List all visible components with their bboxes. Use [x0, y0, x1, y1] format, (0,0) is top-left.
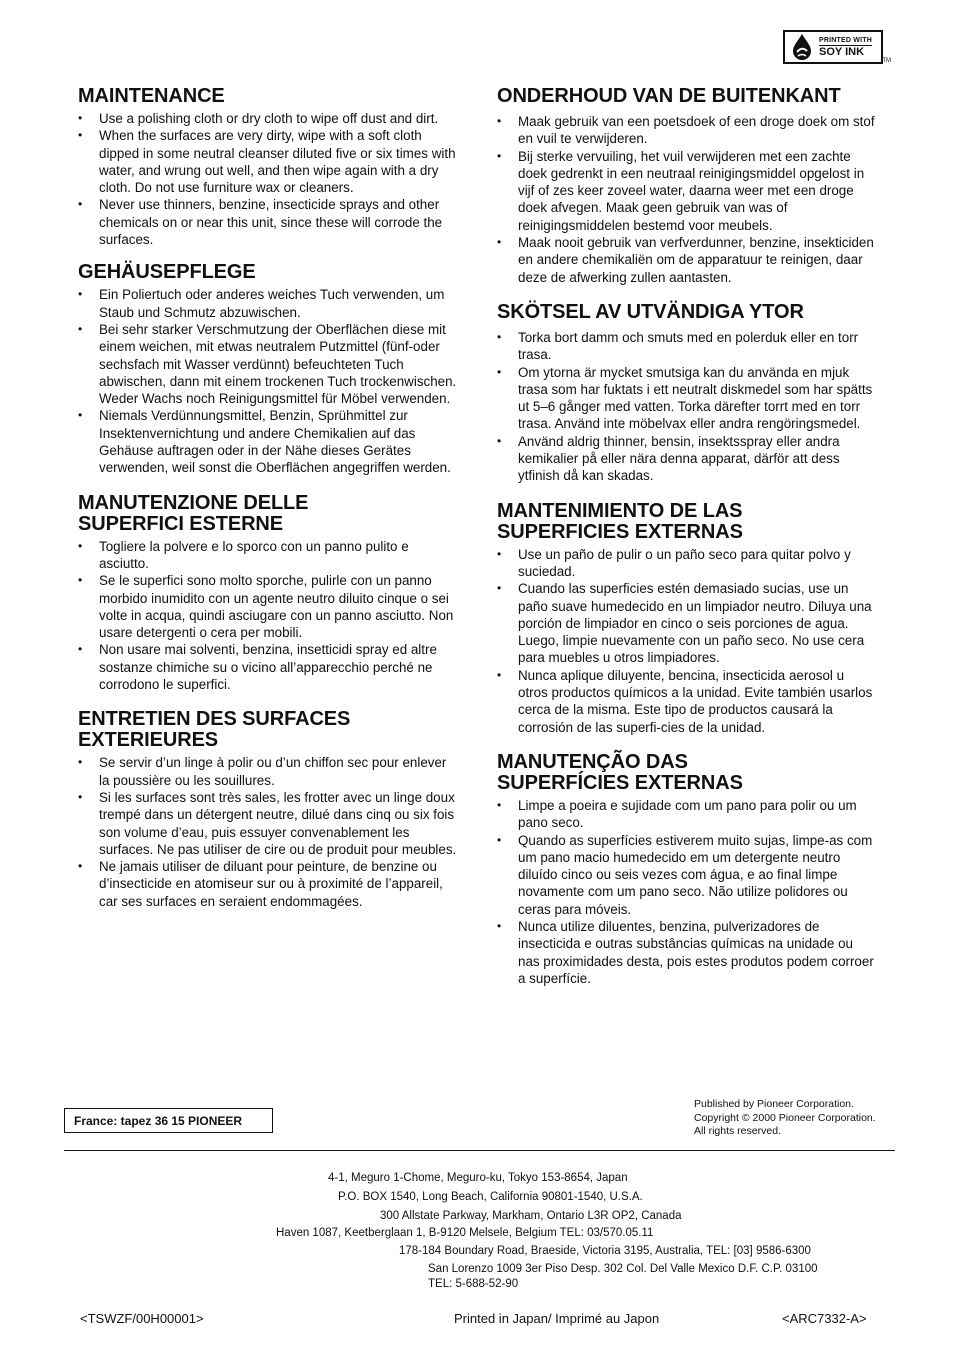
list-item: • Använd aldrig thinner, bensin, insektsspray eller andra kemikalier på eller nära denna apparat, därför att dess ytfinish då kan skadas.: [497, 433, 877, 485]
section-maintenance: [78, 86, 458, 248]
bullet-list: [497, 797, 877, 987]
section-title: MAINTENANCE: [78, 85, 225, 107]
section-title: ENTRETIEN DES SURFACES EXTERIEURES: [78, 708, 351, 752]
rights-line: All rights reserved.: [694, 1125, 781, 1137]
bullet-list: [497, 113, 877, 286]
soy-drop-icon: [787, 32, 817, 62]
logo-line2: SOY INK: [819, 45, 872, 58]
publisher-line: Published by Pioneer Corporation.: [694, 1098, 854, 1110]
footer-code-right: <ARC7332-A>: [782, 1311, 867, 1326]
list-item: • Bij sterke vervuiling, het vuil verwijderen met een zachte doek gedrenkt in een neutraal reinigingsmiddel opgelost in vijf of zes keer zoveel water, daarna weer met een droge doek afvegen. Maak geen gebruik van was of reinigingsmiddelen bestemd voor meubels.: [497, 148, 877, 234]
section-onderhoud: [497, 86, 877, 286]
bullet-list: [78, 754, 458, 910]
address-australia: 178-184 Boundary Road, Braeside, Victoria 3195, Australia, TEL: [03] 9586-6300: [399, 1245, 811, 1257]
section-title: MANTENIMIENTO DE LAS SUPERFICIES EXTERNAS: [497, 499, 743, 543]
bullet-list: [497, 329, 877, 485]
list-item: • Maak nooit gebruik van verfverdunner, benzine, insekticiden en andere chemikaliën om de apparatuur te reinigen, daar deze de afwerking zullen aantasten.: [497, 234, 877, 286]
section-title: SKÖTSEL AV UTVÄNDIGA YTOR: [497, 300, 804, 323]
section-title: MANUTENZIONE DELLE SUPERFICI ESTERNE: [78, 491, 309, 535]
list-item: • Niemals Verdünnungsmittel, Benzin, Sprühmittel zur Insektenvernichtung und andere Chemikalien auf das Gehäuse auftragen oder in der Nähe dieses Gerätes verwenden, weil sonst die Oberflächen angegriffen werden.: [78, 407, 458, 476]
address-canada: 300 Allstate Parkway, Markham, Ontario L3R OP2, Canada: [380, 1210, 682, 1222]
list-item: • When the surfaces are very dirty, wipe with a soft cloth dipped in some neutral cleanser diluted five or six times with water, and wrung out well, and then wipe again with a dry cloth. Do not use furniture wax or cleaners.: [78, 127, 458, 196]
bullet-list: [78, 110, 458, 248]
list-item: • Bei sehr starker Verschmutzung der Oberflächen diese mit einem weichen, mit etwas neutralem Putzmittel (fünf-oder sechsfach mit Wasser verdünnt) befeuchteten Tuch abwischen, dann mit einem trockenen Tuch trockenwischen. Weder Wachs noch Reinigungsmittel für Möbel verwenden.: [78, 321, 458, 407]
list-item: • Limpe a poeira e sujidade com um pano para polir ou um pano seco.: [497, 797, 877, 832]
section-manutenzione: [78, 493, 458, 694]
list-item: • Nunca utilize diluentes, benzina, pulverizadores de insecticida e outras substâncias químicas na unidade ou nas proximidades desta, pois estes produtos podem corroer a superfície.: [497, 918, 877, 987]
right-column: [497, 86, 877, 1003]
address-usa: P.O. BOX 1540, Long Beach, California 90801-1540, U.S.A.: [338, 1191, 643, 1203]
divider: [64, 1150, 895, 1151]
list-item: • Om ytorna är mycket smutsiga kan du använda en mjuk trasa som har fuktats i ett neutralt diskmedel som har spätts ut 5–6 gånger med vatten. Torka därefter torrt med en torr trasa. Använd inte möbelvax eller andra rengöringsmedel.: [497, 364, 877, 433]
bullet-list: [497, 546, 877, 736]
france-minitel-box: France: tapez 36 15 PIONEER: [64, 1108, 273, 1133]
address-mexico: San Lorenzo 1009 3er Piso Desp. 302 Col. Del Valle Mexico D.F. C.P. 03100: [428, 1263, 818, 1275]
section-mantenimiento: [497, 501, 877, 736]
list-item: • Never use thinners, benzine, insecticide sprays and other chemicals on or near this unit, since these will corrode the surfaces.: [78, 196, 458, 248]
left-column: [78, 86, 458, 926]
address-mexico-tel: TEL: 5-688-52-90: [428, 1278, 519, 1290]
list-item: • Ein Poliertuch oder anderes weiches Tuch verwenden, um Staub und Schmutz abzuwischen.: [78, 286, 458, 321]
list-item: • Nunca aplique diluyente, bencina, insecticida aerosol u otros productos químicos a la unidad. Evite también usarlos cerca de la misma. Este tipo de productos causará la corrosión de las superfi-cies de la unidad.: [497, 667, 877, 736]
section-skotsel: [497, 302, 877, 485]
list-item: • Se servir d’un linge à polir ou d’un chiffon sec pour enlever la poussière ou les souillures.: [78, 754, 458, 789]
footer-code-left: <TSWZF/00H00001>: [80, 1311, 204, 1326]
list-item: • Torka bort damm och smuts med en polerduk eller en torr trasa.: [497, 329, 877, 364]
section-manutencao: [497, 752, 877, 987]
list-item: • Togliere la polvere e lo sporco con un panno pulito e asciutto.: [78, 538, 458, 573]
section-title: MANUTENÇÃO DAS SUPERFÍCIES EXTERNAS: [497, 750, 743, 794]
section-entretien: [78, 709, 458, 910]
section-gehaeusepflege: [78, 262, 458, 476]
copyright-line: Copyright © 2000 Pioneer Corporation.: [694, 1111, 876, 1124]
list-item: • Si les surfaces sont très sales, les frotter avec un linge doux trempé dans un détergent neutre, dilué dans cinq ou six fois son volume d’eau, puis essuyer convenablement les surfaces. Ne pas utiliser de cire ou de produit pour meubles.: [78, 789, 458, 858]
bullet-list: [78, 286, 458, 476]
list-item: • Non usare mai solventi, benzina, insetticidi spray ed altre sostanze chimiche su o vicino all’apparecchio perché ne corrodono le superfici.: [78, 641, 458, 693]
list-item: • Maak gebruik van een poetsdoek of een droge doek om stof en vuil te verwijderen.: [497, 113, 877, 148]
address-japan: 4-1, Meguro 1-Chome, Meguro-ku, Tokyo 153-8654, Japan: [328, 1172, 628, 1184]
list-item: • Use a polishing cloth or dry cloth to wipe off dust and dirt.: [78, 110, 458, 127]
bullet-list: [78, 538, 458, 694]
list-item: • Quando as superfícies estiverem muito sujas, limpe-as com um pano macio humedecido em um detergente neutro diluído cinco ou seis vezes com água, e ao final limpe novamente com um pano seco. Não utilize polidores ou ceras para móveis.: [497, 832, 877, 918]
footer-printed: Printed in Japan/ Imprimé au Japon: [454, 1311, 660, 1326]
section-title: ONDERHOUD VAN DE BUITENKANT: [497, 85, 841, 107]
list-item: • Ne jamais utiliser de diluant pour peinture, de benzine ou d’insecticide en atomiseur sur ou à proximité de l’appareil, car ses surfaces en seraient endommagées.: [78, 858, 458, 910]
section-title: GEHÄUSEPFLEGE: [78, 261, 256, 284]
publisher-info: [694, 1098, 876, 1139]
logo-trademark: TM: [882, 58, 891, 64]
list-item: • Se le superfici sono molto sporche, pulirle con un panno morbido inumidito con un agente neutro diluito cinque o sei volte in acqua, quindi asciugare con un panno asciutto. Non usare detergenti o cera per mobili.: [78, 572, 458, 641]
list-item: • Use un paño de pulir o un paño seco para quitar polvo y suciedad.: [497, 546, 877, 581]
address-belgium: Haven 1087, Keetberglaan 1, B-9120 Melsele, Belgium TEL: 03/570.05.11: [276, 1227, 654, 1239]
list-item: • Cuando las superficies estén demasiado sucias, use un paño suave humedecido en un limpiador neutro. Diluya una porción de limpiador en cinco o seis porciones de agua. Luego, limpie nuevamente con un paño seco. No use cera para muebles u otros limpiadores.: [497, 580, 877, 666]
soy-ink-logo: [783, 30, 891, 64]
logo-line1: PRINTED WITH: [819, 36, 872, 44]
